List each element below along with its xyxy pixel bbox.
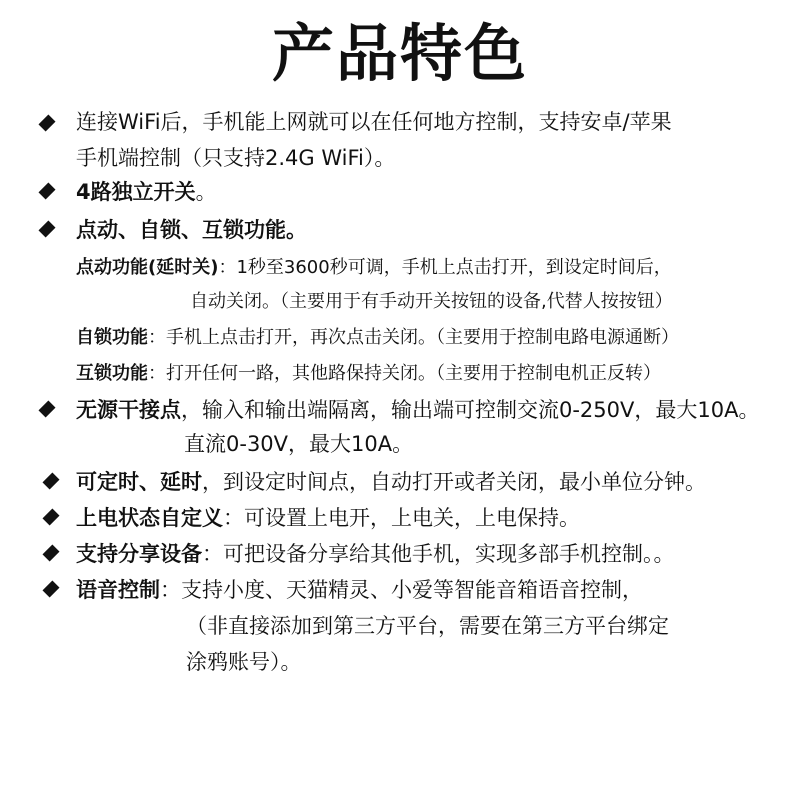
feature-continuation: 直流0-30V，最大10A。 bbox=[184, 432, 414, 456]
feature-continuation: 手机端控制（只支持2.4G WiFi）。 bbox=[76, 146, 396, 170]
diamond-bullet-icon bbox=[38, 220, 55, 237]
diamond-bullet-icon bbox=[42, 580, 59, 597]
diamond-bullet-icon bbox=[42, 544, 59, 561]
feature-line: 无源干接点，输入和输出端隔离，输出端可控制交流0-250V，最大10A。 bbox=[76, 398, 760, 422]
diamond-bullet-icon bbox=[42, 508, 59, 525]
feature-line: 4路独立开关。 bbox=[76, 180, 217, 204]
feature-continuation: （非直接添加到第三方平台，需要在第三方平台绑定 bbox=[186, 614, 669, 638]
sub-feature-continuation: 自动关闭。（主要用于有手动开关按钮的设备,代替人按按钮） bbox=[190, 291, 673, 312]
feature-line: 可定时、延时，到设定时间点，自动打开或者关闭，最小单位分钟。 bbox=[76, 470, 706, 494]
diamond-bullet-icon bbox=[38, 182, 55, 199]
diamond-bullet-icon bbox=[38, 400, 55, 417]
feature-line: 连接WiFi后，手机能上网就可以在任何地方控制，支持安卓/苹果 bbox=[76, 110, 672, 134]
feature-continuation: 涂鸦账号）。 bbox=[186, 650, 302, 674]
sub-feature-line: 点动功能(延时关)：1秒至3600秒可调，手机上点击打开，到设定时间后， bbox=[76, 257, 672, 278]
sub-feature-line: 互锁功能：打开任何一路，其他路保持关闭。（主要用于控制电机正反转） bbox=[76, 363, 661, 384]
feature-line: 点动、自锁、互锁功能。 bbox=[76, 218, 307, 242]
feature-line: 上电状态自定义：可设置上电开，上电关，上电保持。 bbox=[76, 506, 580, 530]
feature-line: 语音控制：支持小度、天猫精灵、小爱等智能音箱语音控制， bbox=[76, 578, 643, 602]
feature-line: 支持分享设备：可把设备分享给其他手机，实现多部手机控制。。 bbox=[76, 542, 675, 566]
diamond-bullet-icon bbox=[42, 472, 59, 489]
diamond-bullet-icon bbox=[38, 114, 55, 131]
sub-feature-line: 自锁功能：手机上点击打开，再次点击关闭。（主要用于控制电路电源通断） bbox=[76, 327, 679, 348]
page-title: 产品特色 bbox=[271, 17, 528, 90]
